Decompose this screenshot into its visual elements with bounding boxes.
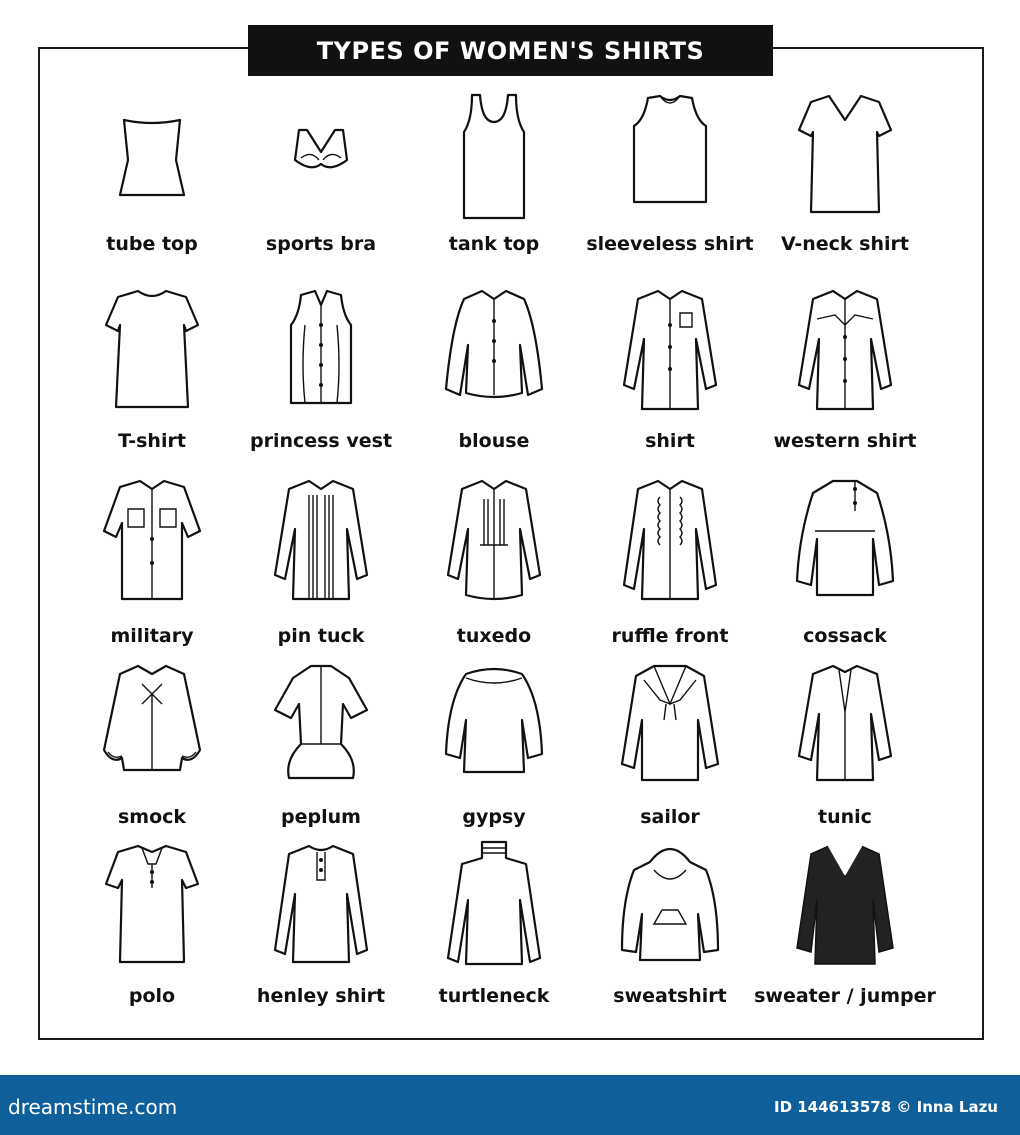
shirt-type-label: sailor bbox=[640, 806, 700, 828]
shirt-type-label: sweatshirt bbox=[613, 985, 727, 1007]
shirt-type-label: henley shirt bbox=[256, 985, 386, 1007]
shirt-type-label: ruffle front bbox=[611, 625, 729, 647]
shirt-icon bbox=[620, 285, 720, 415]
military-shirt-icon bbox=[102, 475, 202, 605]
western-shirt-icon bbox=[795, 285, 895, 415]
princess-vest-icon bbox=[271, 285, 371, 415]
tank-top-icon bbox=[444, 90, 544, 220]
polo-shirt-icon bbox=[102, 840, 202, 970]
shirt-type-label: smock bbox=[117, 806, 187, 828]
tuxedo-shirt-icon bbox=[444, 475, 544, 605]
blouse-icon bbox=[444, 285, 544, 415]
shirt-type-label: princess vest bbox=[249, 430, 393, 452]
shirt-type-label: sports bra bbox=[265, 233, 377, 255]
shirt-type-label: blouse bbox=[458, 430, 530, 452]
page-title: TYPES OF WOMEN'S SHIRTS bbox=[248, 25, 773, 76]
peplum-icon bbox=[271, 660, 371, 790]
shirt-type-label: V-neck shirt bbox=[781, 233, 909, 255]
shirt-type-label: pin tuck bbox=[277, 625, 365, 647]
shirt-type-label: T-shirt bbox=[118, 430, 186, 452]
ruffle-front-shirt-icon bbox=[620, 475, 720, 605]
cossack-shirt-icon bbox=[795, 475, 895, 605]
shirt-type-label: sweater / jumper bbox=[754, 985, 936, 1007]
turtleneck-icon bbox=[444, 840, 544, 970]
shirt-type-label: shirt bbox=[645, 430, 695, 452]
shirt-type-label: gypsy bbox=[462, 806, 526, 828]
shirt-type-label: tunic bbox=[818, 806, 872, 828]
shirt-type-label: tank top bbox=[448, 233, 540, 255]
tunic-icon bbox=[795, 660, 895, 790]
dreamstime-logo: dreamstime.com bbox=[8, 1095, 178, 1119]
sports-bra-icon bbox=[271, 90, 371, 220]
sweater-icon bbox=[795, 840, 895, 970]
t-shirt-icon bbox=[102, 285, 202, 415]
shirt-type-label: polo bbox=[128, 985, 176, 1007]
gypsy-blouse-icon bbox=[444, 660, 544, 790]
shirt-type-label: tuxedo bbox=[456, 625, 532, 647]
henley-shirt-icon bbox=[271, 840, 371, 970]
v-neck-shirt-icon bbox=[795, 90, 895, 220]
shirt-type-label: peplum bbox=[281, 806, 361, 828]
tube-top-icon bbox=[102, 90, 202, 220]
shirt-type-label: military bbox=[110, 625, 194, 647]
smock-icon bbox=[102, 660, 202, 790]
shirt-type-label: western shirt bbox=[773, 430, 917, 452]
shirt-type-label: sleeveless shirt bbox=[586, 233, 754, 255]
sailor-shirt-icon bbox=[620, 660, 720, 790]
pin-tuck-shirt-icon bbox=[271, 475, 371, 605]
image-credit: ID 144613578 © Inna Lazu bbox=[773, 1098, 998, 1116]
shirt-type-label: turtleneck bbox=[438, 985, 550, 1007]
shirt-type-label: cossack bbox=[803, 625, 887, 647]
sweatshirt-icon bbox=[620, 840, 720, 970]
sleeveless-shirt-icon bbox=[620, 90, 720, 220]
footer-bar bbox=[0, 1075, 1020, 1135]
shirt-type-label: tube top bbox=[106, 233, 198, 255]
